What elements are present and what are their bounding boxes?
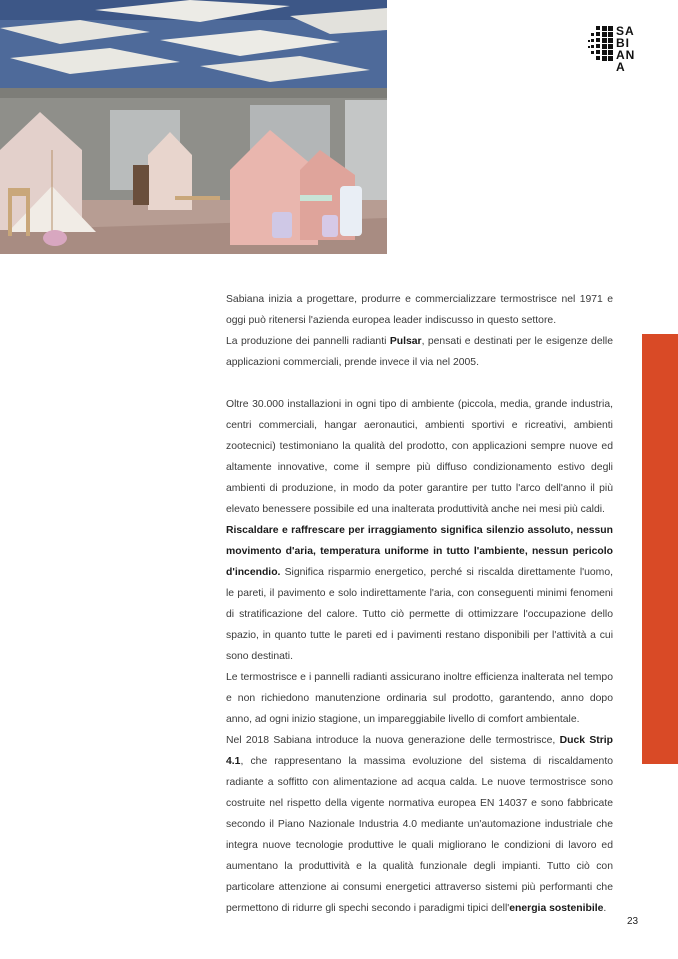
paragraph-history: Sabiana inizia a progettare, produrre e commercializzare termostrisce nel 1971 e oggi può ritenersi l'azienda europea leader indiscusso in questo settore. (226, 294, 613, 326)
paragraph-pulsar (226, 331, 613, 373)
body-text (226, 289, 613, 919)
paragraph-duck-strip (226, 730, 613, 919)
pulsar-rest: , pensati e destinati per le esigenze delle applicazioni commerciali, prende invece il via nel 2005. (226, 336, 614, 368)
pulsar-intro: La produzione dei pannelli radianti (226, 336, 390, 347)
sustainable-energy: energia sostenibile (509, 903, 604, 914)
logo-letters-3: AN (616, 48, 636, 62)
radiant-bold-statement: Riscaldare e raffrescare per irraggiamento significa silenzio assoluto, nessun movimento d'aria, temperatura uniforme in tutto l'ambiente, nessun pericolo d'incendio. (226, 525, 613, 578)
sabiana-logo (588, 24, 648, 74)
duck-strip-body: , che rappresentano la massima evoluzione del sistema di riscaldamento radiante a soffitto con alimentazione ad acqua calda. Le nuove termostrisce sono costruite nel rispetto della vigente normativa europea EN 14037 e sono fabbricate secondo il Piano Nazionale Industria 4.0 mediante un'automazione industriale che integra nuove tecnologie produttive le quali migliorano le condizioni di lavoro ed aumentano la produttività e la qualità funzionale degli impianti. Tutto ciò con particolare attenzione ai consumi energetici attraverso sistemi più performanti che permettono di ridurre gli spechi secondo i paradigmi tipici dell' (226, 756, 613, 914)
logo-letters-1: SA (616, 24, 635, 38)
paragraph-radiant (226, 520, 613, 667)
logo-dot-grid-icon (588, 26, 614, 62)
duck-strip-end: . (603, 903, 607, 914)
pulsar-name: Pulsar (389, 336, 422, 347)
paragraph-installations: Oltre 30.000 installazioni in ogni tipo di ambiente (piccola, media, grande industria, centri commerciali, hangar aeronautici, ambienti sportivi e ricreativi, ambienti zootecnici) testimoniano la qualità del prodotto, con applicazioni sempre nuove ed altamente innovative, come il sempre più diffuso condizionamento estivo degli ambienti di produzione, in modo da poter garantire per tutto l'arco dell'anno il più elevato benessere possibile ed una inalterata produttività anche nei mesi più caldi. (226, 399, 613, 515)
side-accent-tab (642, 334, 678, 764)
hero-photo (0, 0, 387, 254)
duck-strip-name: Duck Strip 4.1 (226, 735, 614, 767)
page-number: 23 (627, 916, 639, 927)
duck-strip-intro: Nel 2018 Sabiana introduce la nuova generazione delle termostrisce, (226, 735, 560, 746)
logo-letters-2: BI (616, 36, 630, 50)
paragraph-efficiency: Le termostrisce e i pannelli radianti assicurano inoltre efficienza inalterata nel tempo e non richiedono manutenzione ordinaria sul prodotto, garantendo, anno dopo anno, ad ogni inizio stagione, un impareggiabile livello di comfort ambientale. (226, 672, 613, 725)
logo-letters-4: A (616, 60, 626, 74)
radiant-details: Significa risparmio energetico, perché si riscalda direttamente l'uomo, le pareti, il pavimento e solo indirettamente l'aria, con conseguenti minimi fenomeni di stratificazione del calore. Tutto ciò permette di ottimizzare l'occupazione dello spazio, in quanto tutte le pareti ed i pavimenti restano disponibili per l'attività a cui sono destinati. (226, 567, 613, 662)
logo-wordmark (616, 25, 646, 73)
paragraph-gap (226, 373, 613, 394)
